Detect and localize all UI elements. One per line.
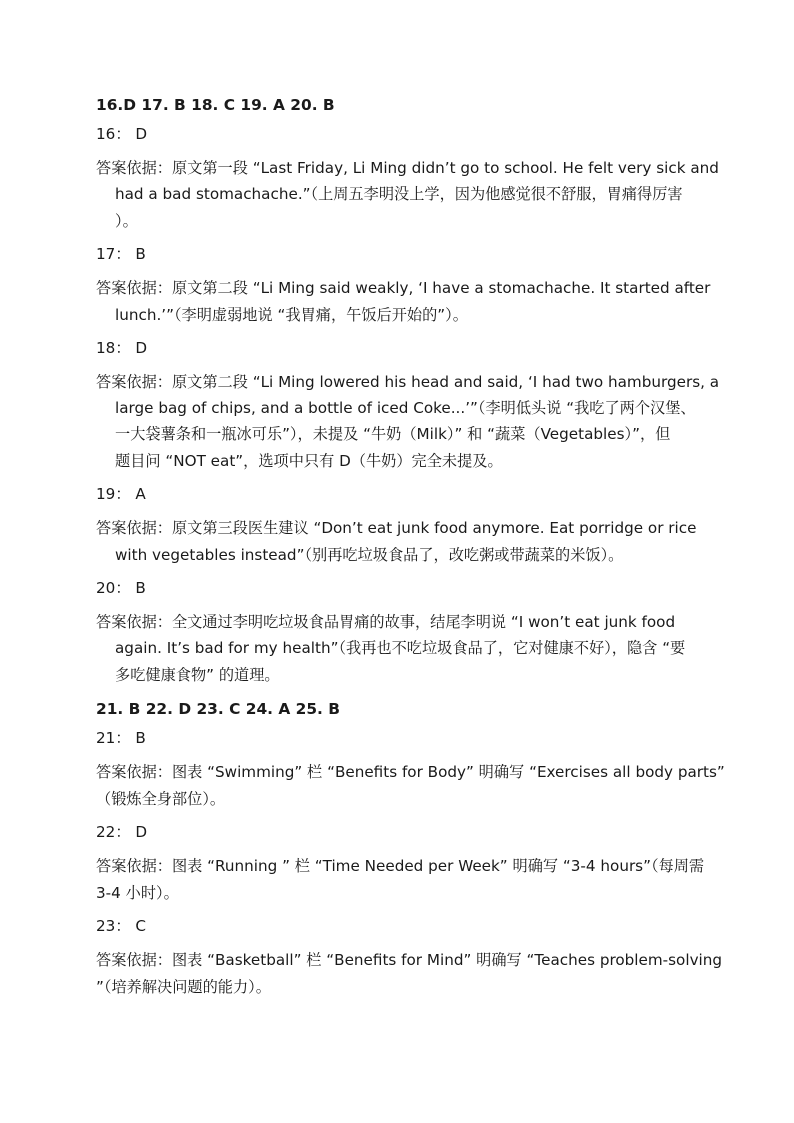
q16-line-2: had a bad stomachache.”（上周五李明没上学，因为他感觉很不舒服，胃痛得厉害	[115, 185, 683, 203]
q16-label: 16： D	[96, 125, 148, 143]
q22-label: 22： D	[96, 823, 148, 841]
q19-line-1: 答案依据：原文第三段医生建议 “Don’t eat junk food anymore. Eat porridge or rice	[96, 519, 697, 537]
q22-line-1: 答案依据：图表 “Running ” 栏 “Time Needed per Week” 明确写 “3-4 hours”（每周需	[96, 857, 705, 875]
section2-heading: 21. B 22. D 23. C 24. A 25. B	[96, 700, 340, 718]
q23-label: 23： C	[96, 917, 146, 935]
q23-line-1: 答案依据：图表 “Basketball” 栏 “Benefits for Mind” 明确写 “Teaches problem-solving	[96, 951, 723, 969]
q17-line-2: lunch.’”（李明虚弱地说 “我胃痛，午饭后开始的”）。	[115, 306, 468, 324]
q18-line-3: 一大袋薯条和一瓶冰可乐”），未提及 “牛奶（Milk）” 和 “蔬菜（Vegetables）”，但	[115, 425, 671, 443]
q20-line-3: 多吃健康食物” 的道理。	[115, 666, 280, 684]
q17-line-1: 答案依据：原文第二段 “Li Ming said weakly, ‘I have a stomachache. It started after	[96, 279, 711, 297]
q18-line-4: 题目问 “NOT eat”，选项中只有 D（牛奶）完全未提及。	[115, 452, 503, 470]
q22-line-2: 3-4 小时）。	[96, 884, 179, 902]
q19-label: 19： A	[96, 485, 146, 503]
q16-line-3: ）。	[115, 212, 138, 230]
q20-line-2: again. It’s bad for my health”（我再也不吃垃圾食品了，它对健康不好），隐含 “要	[115, 639, 686, 657]
q23-line-2: ”（培养解决问题的能力）。	[96, 978, 271, 996]
q16-line-1: 答案依据：原文第一段 “Last Friday, Li Ming didn’t go to school. He felt very sick and	[96, 159, 719, 177]
q18-line-1: 答案依据：原文第二段 “Li Ming lowered his head and said, ‘I had two hamburgers, a	[96, 373, 720, 391]
section1-heading: 16.D 17. B 18. C 19. A 20. B	[96, 96, 335, 114]
q21-label: 21： B	[96, 729, 146, 747]
q21-line-2: （锻炼全身部位）。	[96, 790, 226, 808]
q20-label: 20： B	[96, 579, 146, 597]
q18-line-2: large bag of chips, and a bottle of iced Coke...’”（李明低头说 “我吃了两个汉堡、	[115, 399, 696, 417]
q19-line-2: with vegetables instead”（别再吃垃圾食品了，改吃粥或带蔬菜的米饭）。	[115, 546, 624, 564]
q20-line-1: 答案依据：全文通过李明吃垃圾食品胃痛的故事，结尾李明说 “I won’t eat junk food	[96, 613, 676, 631]
q18-label: 18： D	[96, 339, 148, 357]
q21-line-1: 答案依据：图表 “Swimming” 栏 “Benefits for Body” 明确写 “Exercises all body parts”	[96, 763, 725, 781]
q17-label: 17： B	[96, 245, 146, 263]
